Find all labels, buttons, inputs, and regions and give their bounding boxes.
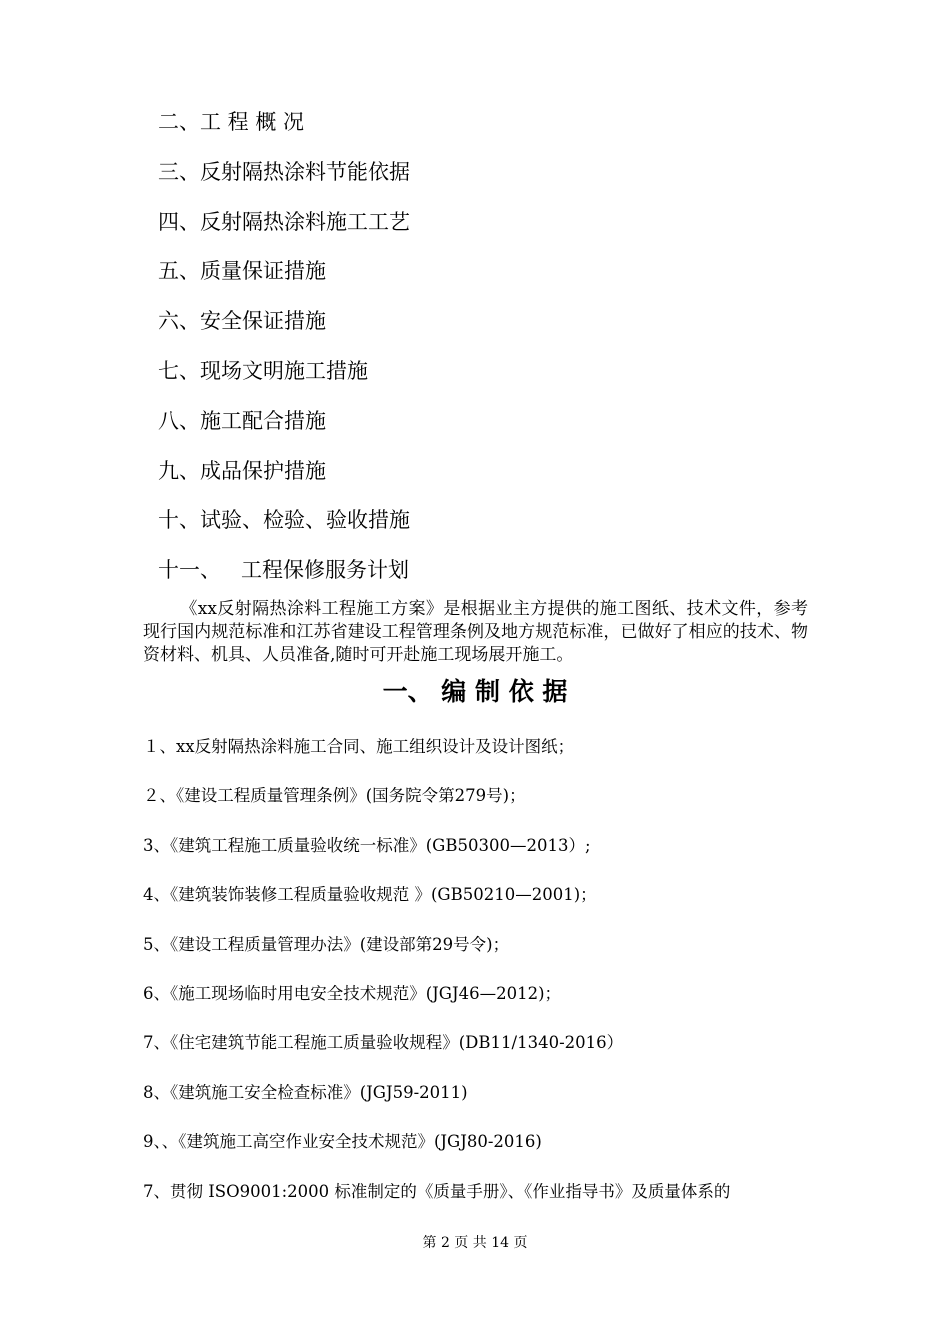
basis-item: 7、《住宅建筑节能工程施工质量验收规程》(DB11/1340-2016） xyxy=(143,1033,624,1053)
basis-item: 8、《建筑施工安全检查标准》(JGJ59-2011) xyxy=(143,1082,468,1102)
basis-item: 7、贯彻 ISO9001:2000 标准制定的《质量手册》、《作业指导书》及质量体系的 xyxy=(143,1181,731,1201)
basis-item: 3、《建筑工程施工质量验收统一标准》(GB50300—2013）; xyxy=(143,835,591,855)
toc-item: 七、现场文明施工措施 xyxy=(158,358,368,383)
toc-item: 三、反射隔热涂料节能依据 xyxy=(158,159,410,184)
table-of-contents xyxy=(158,104,410,602)
toc-item: 四、反射隔热涂料施工工艺 xyxy=(158,209,410,234)
page-footer: 第 2 页 共 14 页 xyxy=(422,1235,528,1251)
compilation-basis-list xyxy=(143,730,730,1224)
toc-item: 二、工 程 概 况 xyxy=(158,110,305,134)
basis-item: 6、《施工现场临时用电安全技术规范》(JGJ46—2012)； xyxy=(143,983,562,1003)
section-heading: 一、 编 制 依 据 xyxy=(382,677,568,706)
toc-item: 八、施工配合措施 xyxy=(158,408,326,433)
basis-item: 5、《建设工程质量管理办法》(建设部第29号令)； xyxy=(143,934,510,954)
basis-item: 9、、《建筑施工高空作业安全技术规范》(JGJ80-2016) xyxy=(143,1132,542,1152)
toc-item: 九、成品保护措施 xyxy=(158,458,326,483)
toc-item: 五、质量保证措施 xyxy=(158,259,326,284)
basis-item: 4、《建筑装饰装修工程质量验收规范 》(GB50210—2001)； xyxy=(143,885,597,905)
toc-item: 六、安全保证措施 xyxy=(158,309,326,334)
toc-item: 十一、 工程保修服务计划 xyxy=(158,558,410,583)
intro-paragraph: 《xx反射隔热涂料工程施工方案》是根据业主方提供的施工图纸、技术文件，参考现行国内规范标准和江苏省建设工程管理条例及地方规范标准，已做好了相应的技术、物资材料、机具、人员准备,随时可开赴施工现场展开施工。 xyxy=(143,599,808,665)
basis-item: ２、《建设工程质量管理条例》(国务院令第279号)； xyxy=(143,786,526,806)
basis-item: １、xx反射隔热涂料施工合同、施工组织设计及设计图纸； xyxy=(143,737,575,756)
toc-item: 十、试验、检验、验收措施 xyxy=(158,508,410,533)
